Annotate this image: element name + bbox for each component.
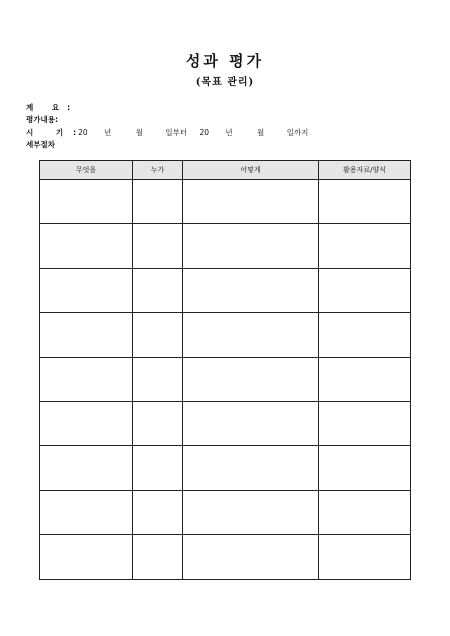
period-colon: : bbox=[73, 127, 77, 137]
period-start-month-unit: 월 bbox=[135, 127, 143, 137]
table-row bbox=[40, 490, 411, 534]
column-header-resources: 활용자료/양식 bbox=[319, 161, 411, 180]
overview-label: 계 요 bbox=[26, 103, 68, 112]
overview-colon: : bbox=[67, 103, 71, 112]
period-start-year-prefix: 20 bbox=[78, 127, 88, 137]
cell-who[interactable] bbox=[133, 313, 183, 357]
table-row bbox=[40, 268, 411, 312]
procedure-label: 세부절차 bbox=[26, 139, 55, 149]
column-header-what: 무엇을 bbox=[40, 161, 133, 180]
cell-what[interactable] bbox=[40, 535, 133, 579]
cell-what[interactable] bbox=[40, 180, 133, 224]
table-row bbox=[40, 401, 411, 445]
cell-resources[interactable] bbox=[319, 313, 411, 357]
cell-how[interactable] bbox=[183, 401, 319, 445]
cell-what[interactable] bbox=[40, 401, 133, 445]
cell-how[interactable] bbox=[183, 490, 319, 534]
table-body bbox=[40, 180, 411, 580]
cell-resources[interactable] bbox=[319, 401, 411, 445]
content-row bbox=[26, 114, 322, 126]
table-row bbox=[40, 357, 411, 401]
period-row bbox=[26, 127, 322, 139]
cell-who[interactable] bbox=[133, 224, 183, 268]
content-label: 평가내용 bbox=[26, 115, 55, 125]
info-block bbox=[26, 102, 322, 151]
cell-how[interactable] bbox=[183, 535, 319, 579]
period-end-day-unit: 일까지 bbox=[286, 127, 309, 137]
cell-resources[interactable] bbox=[319, 180, 411, 224]
cell-how[interactable] bbox=[183, 180, 319, 224]
cell-how[interactable] bbox=[183, 268, 319, 312]
cell-what[interactable] bbox=[40, 268, 133, 312]
period-label: 시 기 bbox=[26, 127, 74, 137]
page-subtitle: (목표 관리) bbox=[195, 77, 255, 88]
table-row bbox=[40, 224, 411, 268]
cell-resources[interactable] bbox=[319, 268, 411, 312]
period-end-month-unit: 월 bbox=[257, 127, 265, 137]
table-row bbox=[40, 180, 411, 224]
cell-what[interactable] bbox=[40, 357, 133, 401]
page-title: 성과 평가 bbox=[185, 52, 265, 70]
cell-how[interactable] bbox=[183, 313, 319, 357]
cell-who[interactable] bbox=[133, 357, 183, 401]
procedure-row bbox=[26, 139, 322, 151]
procedure-table bbox=[39, 160, 411, 580]
cell-resources[interactable] bbox=[319, 535, 411, 579]
table-header-row bbox=[40, 161, 411, 180]
table-row bbox=[40, 535, 411, 579]
cell-resources[interactable] bbox=[319, 224, 411, 268]
column-header-who: 누가 bbox=[133, 161, 183, 180]
table-row bbox=[40, 313, 411, 357]
cell-resources[interactable] bbox=[319, 357, 411, 401]
period-end-year-unit: 년 bbox=[225, 127, 233, 137]
cell-how[interactable] bbox=[183, 446, 319, 490]
cell-what[interactable] bbox=[40, 224, 133, 268]
cell-what[interactable] bbox=[40, 313, 133, 357]
content-colon: : bbox=[54, 115, 58, 125]
cell-who[interactable] bbox=[133, 401, 183, 445]
cell-who[interactable] bbox=[133, 268, 183, 312]
cell-who[interactable] bbox=[133, 490, 183, 534]
cell-who[interactable] bbox=[133, 535, 183, 579]
cell-what[interactable] bbox=[40, 490, 133, 534]
cell-resources[interactable] bbox=[319, 490, 411, 534]
cell-resources[interactable] bbox=[319, 446, 411, 490]
period-start-day-unit: 일부터 bbox=[165, 127, 188, 137]
period-start-year-unit: 년 bbox=[104, 127, 112, 137]
column-header-how: 어떻게 bbox=[183, 161, 319, 180]
cell-what[interactable] bbox=[40, 446, 133, 490]
cell-how[interactable] bbox=[183, 224, 319, 268]
table-row bbox=[40, 446, 411, 490]
cell-who[interactable] bbox=[133, 446, 183, 490]
cell-how[interactable] bbox=[183, 357, 319, 401]
period-end-year-prefix: 20 bbox=[199, 127, 210, 137]
overview-row bbox=[26, 102, 322, 114]
cell-who[interactable] bbox=[133, 180, 183, 224]
